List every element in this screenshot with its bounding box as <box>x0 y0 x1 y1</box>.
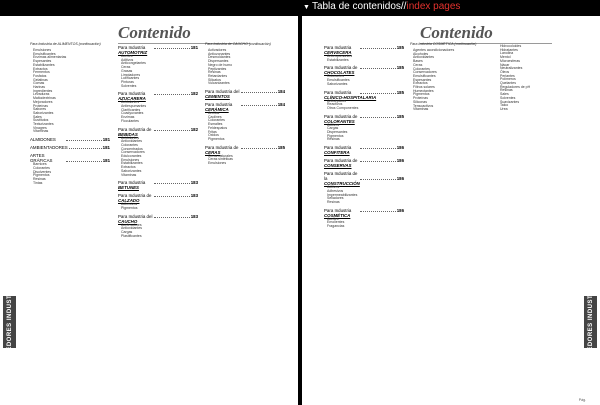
toc-section <box>324 208 404 229</box>
toc-section <box>324 171 404 205</box>
list-item: Emolientes <box>327 220 345 225</box>
breadcrumb-separator: // <box>400 1 407 12</box>
list-item: Vulcanizantes <box>208 81 230 86</box>
list-item: Pigmentos <box>413 92 430 97</box>
list-item: Espesantes <box>413 77 432 82</box>
toc-column <box>497 42 577 112</box>
toc-page-number: 186 <box>396 176 404 182</box>
list-item: Ceras sintéticas <box>208 157 233 162</box>
right-page <box>302 16 600 405</box>
toc-category[interactable]: CERÁMICA <box>205 107 229 113</box>
toc-column <box>118 42 198 239</box>
toc-entry-label: AMBIENTADORES <box>30 145 68 151</box>
toc-page-number: 185 <box>396 45 404 50</box>
toc-entry-label: Para Industria <box>118 180 146 186</box>
list-item: Agentes acondicionadores <box>413 48 455 52</box>
list-item: Hidrocoloides <box>500 44 522 48</box>
list-item: Ceras <box>121 65 131 70</box>
list-item: Gelatinas <box>33 77 48 82</box>
list-item: Coadyuvantes <box>121 111 144 116</box>
list-item: Ceras naturales <box>208 153 233 158</box>
toc-column <box>205 42 285 166</box>
toc-section <box>30 137 110 142</box>
stamp-label: PROVEEDORES INDUSTRIALES <box>6 269 13 375</box>
leader-dots <box>241 105 276 106</box>
list-item: Ingredientes <box>33 88 53 93</box>
list-item: Saborizantes <box>121 168 142 173</box>
toc-section <box>497 45 577 112</box>
toc-category[interactable]: AUTOMOTRIZ <box>118 50 148 55</box>
toc-category[interactable]: CERVECERA <box>324 50 352 55</box>
leader-dots <box>360 68 395 69</box>
leader-dots <box>69 148 102 149</box>
toc-section <box>30 145 110 150</box>
list-item: Silicatos <box>208 77 222 82</box>
toc-page-number: 185 <box>277 144 285 150</box>
list-item: Caolines <box>208 114 222 119</box>
toc-entry-label: Para Industria <box>118 91 146 97</box>
list-item: Urea <box>500 106 508 111</box>
list-item: Perlantes <box>500 73 515 78</box>
list-item: Quelantes <box>500 81 516 86</box>
list-item: Resinas <box>327 199 340 204</box>
page-title: Contenido <box>118 23 191 42</box>
toc-section <box>410 49 490 112</box>
list-item: Fritas <box>208 129 217 134</box>
toc-page-number: 183 <box>190 180 198 186</box>
list-item: Talco <box>500 103 509 108</box>
toc-category[interactable]: CERAS <box>205 149 221 155</box>
leader-dots <box>66 161 101 162</box>
list-item: Pigmentos <box>327 133 344 138</box>
toc-subitems <box>118 101 198 123</box>
page-title: Contenido <box>420 23 493 42</box>
toc-subitems <box>324 75 404 86</box>
leader-dots <box>360 179 395 180</box>
list-item: Neutralizantes <box>500 66 523 71</box>
toc-page-number: 182 <box>190 91 198 97</box>
toc-section <box>324 145 404 155</box>
list-item: Reactivos <box>327 102 343 107</box>
list-item: Vitaminas <box>121 172 137 177</box>
list-item: Sales <box>33 114 42 119</box>
list-item: Estabilizantes <box>327 57 349 62</box>
toc-entry-label: Para Industria de <box>324 158 358 164</box>
list-item: Emulsiones <box>208 161 227 166</box>
toc-page-number: 183 <box>190 213 198 219</box>
toc-subitems <box>118 224 198 239</box>
toc-entry-label: Para Industria del <box>205 89 240 95</box>
toc-entry-label: Para Industria de <box>118 126 152 132</box>
leader-dots <box>360 211 395 212</box>
list-item: Peptizantes <box>208 66 227 71</box>
page-folio: Pág. <box>578 398 586 402</box>
list-item: Otros Componentes <box>327 105 359 110</box>
list-item: Proteínas <box>413 96 428 101</box>
toc-column <box>324 42 404 229</box>
toc-category[interactable]: CLÍNICO-HOSPITALARIA <box>324 94 377 100</box>
list-item: Floculantes <box>121 118 139 123</box>
toc-label[interactable]: Tabla de contenidos <box>311 1 401 12</box>
toc-subitems <box>30 163 110 185</box>
list-item: Antioxidantes <box>121 139 143 144</box>
list-item: Sustitutos <box>33 118 49 123</box>
list-item: Estabilizantes <box>121 161 143 166</box>
toc-category[interactable]: CONFITERA <box>324 150 350 156</box>
toc-subitems <box>205 49 285 86</box>
list-item: Extractos <box>121 165 136 170</box>
list-item: Humectantes <box>413 88 434 93</box>
list-item: Tintas <box>33 180 43 185</box>
list-item: Resinas <box>33 176 46 181</box>
toc-page-number: 185 <box>396 113 404 119</box>
toc-subitems <box>30 49 110 134</box>
toc-page-number: 184 <box>277 89 285 95</box>
list-item: Vitaminas <box>413 107 429 112</box>
vertical-stamp <box>584 269 597 375</box>
list-item: Polímeros <box>500 77 516 82</box>
toc-category[interactable]: CEMENTOS <box>205 94 230 100</box>
toc-section <box>30 49 110 134</box>
toc-section <box>118 193 198 210</box>
list-item: Suavizantes <box>500 99 520 104</box>
toc-subitems <box>118 203 198 210</box>
toc-subitems <box>324 186 404 205</box>
list-item: Cargas <box>121 230 133 235</box>
toc-page-number: 185 <box>396 65 404 71</box>
toc-category[interactable]: BEBIDAS <box>118 131 138 137</box>
list-item: Levaduras <box>33 92 50 97</box>
list-item: Antiozonantes <box>208 51 231 56</box>
list-item: Colorantes <box>121 142 138 147</box>
toc-page-number: 186 <box>396 207 404 213</box>
list-item: Alcoholes <box>413 51 429 56</box>
list-item: Dispersantes <box>327 130 348 135</box>
list-item: Aceleradores <box>121 222 142 227</box>
toc-category[interactable]: CAUCHO <box>118 218 138 224</box>
list-item: Conservadores <box>413 70 437 75</box>
toc-subitems <box>410 49 490 112</box>
list-item: Vinagres <box>33 125 47 130</box>
list-item: Retardantes <box>208 73 228 78</box>
list-item: Pinturas <box>121 79 134 84</box>
list-item: Proteínas <box>33 103 48 108</box>
toc-section <box>205 102 285 142</box>
continuation-note: Para Industria de ALIMENTOS (continuación) <box>30 42 101 46</box>
toc-subitems <box>324 55 404 62</box>
list-item: Microesferas <box>500 58 521 63</box>
toc-page-number: 184 <box>277 102 285 108</box>
toc-section <box>324 114 404 143</box>
list-item: Edulcorantes <box>121 154 142 159</box>
list-item: Fermentos <box>33 70 50 75</box>
toc-category[interactable]: AZUCARERA <box>118 96 146 102</box>
list-item: Cargas <box>327 126 339 131</box>
list-item: Enzimas alimentarias <box>33 55 67 60</box>
toc-entry-label: Para Industria de <box>324 65 358 71</box>
list-item: Lubricantes <box>121 76 140 81</box>
list-item: Mejoradores <box>33 99 53 104</box>
leader-dots <box>360 93 395 94</box>
list-item: Barnices <box>33 162 47 167</box>
toc-entry-label: ALMIDONES <box>30 137 56 143</box>
list-item: Fosfatos <box>33 73 47 78</box>
list-item: Clarificantes <box>121 107 141 112</box>
toc-category[interactable]: BETUNES <box>118 185 139 191</box>
toc-page-number: 186 <box>396 158 404 164</box>
list-item: Grasas <box>121 68 133 73</box>
toc-section <box>324 65 404 86</box>
list-item: Adhesivos <box>327 188 344 193</box>
list-item: Emulsificantes <box>33 51 56 56</box>
toc-section <box>324 90 404 111</box>
toc-entry[interactable] <box>324 171 404 181</box>
list-item: Impermeabilizantes <box>327 192 358 197</box>
list-item: Colorantes <box>327 74 344 79</box>
list-item: Acidulantes <box>121 100 140 105</box>
list-item: Bases <box>413 59 423 64</box>
list-item: Filtros solares <box>413 85 435 90</box>
list-item: Resinas <box>208 70 221 75</box>
toc-category[interactable]: CALZADO <box>118 198 140 204</box>
leader-dots <box>154 130 189 131</box>
list-item: Lanolina <box>500 51 514 56</box>
toc-subitems <box>497 45 577 112</box>
toc-subitems <box>118 137 198 178</box>
list-item: Pigmentos <box>33 173 50 178</box>
list-item: Reguladores de pH <box>500 84 531 89</box>
toc-subitems <box>118 55 198 88</box>
list-item: Ceras <box>413 62 423 67</box>
list-item: Colorantes <box>413 66 430 71</box>
leader-dots <box>360 117 395 118</box>
leader-dots <box>360 148 395 149</box>
toc-subitems <box>205 155 285 166</box>
list-item: Resinas <box>327 137 340 142</box>
toc-page-number: 181 <box>102 137 110 143</box>
dropdown-arrow-icon[interactable]: ▼ <box>303 4 310 11</box>
list-item: Antioxidantes <box>121 226 143 231</box>
breadcrumb <box>303 1 460 14</box>
toc-entry-label: Para Industria de <box>205 144 239 150</box>
list-item: Aditivos <box>327 185 340 190</box>
leader-dots <box>154 94 189 95</box>
list-item: Vitaminas <box>33 129 49 134</box>
toc-subitems <box>205 112 285 142</box>
list-item: Gomas <box>33 81 45 86</box>
toc-entry-label: Para Industria de la <box>324 171 358 182</box>
top-bar <box>0 0 600 14</box>
list-item: Sales <box>500 92 509 97</box>
leader-dots <box>154 48 189 49</box>
toc-category[interactable]: COSMÉTICA <box>324 212 351 218</box>
list-item: Plastificantes <box>121 233 142 238</box>
toc-section <box>205 145 285 166</box>
toc-section <box>118 45 198 88</box>
list-item: Concentrados <box>121 146 143 151</box>
list-item: Feldespatos <box>208 125 228 130</box>
toc-section <box>324 158 404 168</box>
stamp-label: PROVEEDORES INDUSTRIALES <box>587 269 594 375</box>
toc-category[interactable]: COLORANTES <box>324 118 355 124</box>
toc-entry-label: Para Industria del <box>118 213 153 219</box>
toc-section <box>205 49 285 86</box>
list-item: Solventes <box>500 95 516 100</box>
list-item: Antioxidantes <box>413 55 435 60</box>
index-pages-link[interactable]: index pages <box>406 1 461 12</box>
toc-entry-label: Para Industria de <box>118 193 152 199</box>
list-item: Arcillas <box>208 111 220 116</box>
toc-entry-label: Para Industria <box>324 45 352 50</box>
list-item: Negro de humo <box>208 62 233 67</box>
list-item: Óleos <box>500 69 510 74</box>
leader-dots <box>154 183 189 184</box>
toc-entry[interactable] <box>30 137 110 142</box>
list-item: Hidratantes <box>500 47 518 52</box>
toc-section <box>118 91 198 123</box>
list-item: Sabores <box>33 107 47 112</box>
list-item: Antiespumantes <box>327 54 353 58</box>
list-item: Anticongelantes <box>121 61 146 66</box>
toc-page-number: 182 <box>190 126 198 132</box>
toc-section <box>205 89 285 99</box>
leader-dots <box>360 161 395 162</box>
list-item: Solventes <box>121 83 137 88</box>
toc-category[interactable]: CONSERVAS <box>324 163 352 169</box>
list-item: Colorantes <box>208 118 225 123</box>
list-item: Aditivos <box>121 57 134 62</box>
toc-column <box>410 42 490 112</box>
list-item: Pigmentos <box>121 205 138 210</box>
leader-dots <box>66 140 101 141</box>
list-item: Saborizantes <box>33 110 54 115</box>
toc-entry-label: Para Industria <box>324 145 352 151</box>
list-item: Esmaltes <box>208 122 223 127</box>
list-item: Dispersantes <box>208 59 229 64</box>
toc-section <box>324 45 404 62</box>
list-item: Disolventes <box>33 169 52 174</box>
toc-section <box>118 127 198 178</box>
toc-page-number: 183 <box>190 193 198 199</box>
toc-category[interactable]: CHOCOLATES <box>324 70 355 76</box>
toc-entry-label: Para Industria <box>324 89 352 95</box>
toc-entry[interactable] <box>30 145 110 150</box>
list-item: Colorantes <box>33 165 50 170</box>
list-item: Emulsiones <box>33 48 52 52</box>
list-item: Estabilizantes <box>33 62 55 67</box>
list-item: Desmoldantes <box>208 55 231 60</box>
toc-category[interactable]: CONSTRUCCIÓN <box>324 181 360 187</box>
leader-dots <box>154 217 189 218</box>
toc-entry-label: Para Industria de <box>324 113 358 119</box>
list-item: Antisépticos <box>327 98 346 103</box>
continuation-note: Para Industria de CAUCHO (continuación) <box>205 42 271 46</box>
toc-page-number: 181 <box>190 45 198 50</box>
list-item: Selladores <box>327 196 344 201</box>
list-item: Extractos <box>413 81 428 86</box>
toc-section <box>118 180 198 190</box>
continuation-note: Para Industria COSMÉTICA (continuación) <box>410 42 477 46</box>
list-item: Mentol <box>500 55 511 60</box>
list-item: Óxidos <box>208 133 219 138</box>
list-item: Harinas <box>33 85 46 90</box>
toc-page-number: 181 <box>102 158 110 164</box>
list-item: Resinas <box>500 88 513 93</box>
list-item: Nácar <box>500 62 510 67</box>
toc-entry-label: Para Industria <box>324 207 352 213</box>
list-item: Acidulantes <box>121 135 140 140</box>
list-item: Aceites <box>327 216 339 221</box>
list-item: Activadores <box>208 48 227 52</box>
list-item: Aceites <box>121 54 133 58</box>
list-item: Aditivos <box>327 122 340 127</box>
left-page <box>0 16 298 405</box>
list-item: Enzimas <box>121 115 135 120</box>
toc-subitems <box>324 100 404 111</box>
toc-entry-label: Para Industria <box>118 45 146 50</box>
list-item: Emulsificantes <box>327 78 350 83</box>
leader-dots <box>154 196 189 197</box>
list-item: Maltodextrinas <box>33 96 56 101</box>
leader-dots <box>360 48 395 49</box>
list-item: Saborizantes <box>327 81 348 86</box>
vertical-stamp <box>3 269 16 375</box>
list-item: Emulsiones <box>121 157 140 162</box>
list-item: Extractos <box>33 66 48 71</box>
list-item: Antiespumantes <box>121 104 147 109</box>
toc-section <box>118 214 198 239</box>
list-item: Adhesivos <box>121 202 138 207</box>
leader-dots <box>241 148 276 149</box>
toc-column <box>30 42 110 185</box>
leader-dots <box>241 92 276 93</box>
list-item: Pigmentos <box>208 136 225 141</box>
list-item: Fragancias <box>327 224 345 229</box>
list-item: Tensoactivos <box>413 103 434 108</box>
list-item: Emulsificantes <box>413 73 436 78</box>
toc-page-number: 181 <box>102 145 110 151</box>
list-item: Espesantes <box>33 59 52 64</box>
toc-subitems <box>324 124 404 143</box>
toc-entry-label: Para Industria <box>205 102 233 108</box>
list-item: Siliconas <box>413 99 428 104</box>
toc-subitems <box>324 218 404 229</box>
toc-page-number: 186 <box>396 145 404 151</box>
list-item: Conservadores <box>121 150 145 155</box>
toc-section <box>30 153 110 185</box>
list-item: Limpiadores <box>121 72 141 77</box>
toc-page-number: 185 <box>396 89 404 95</box>
list-item: Texturizantes <box>33 122 54 127</box>
toc-entry-label: ARTES GRÁFICAS <box>30 153 53 164</box>
